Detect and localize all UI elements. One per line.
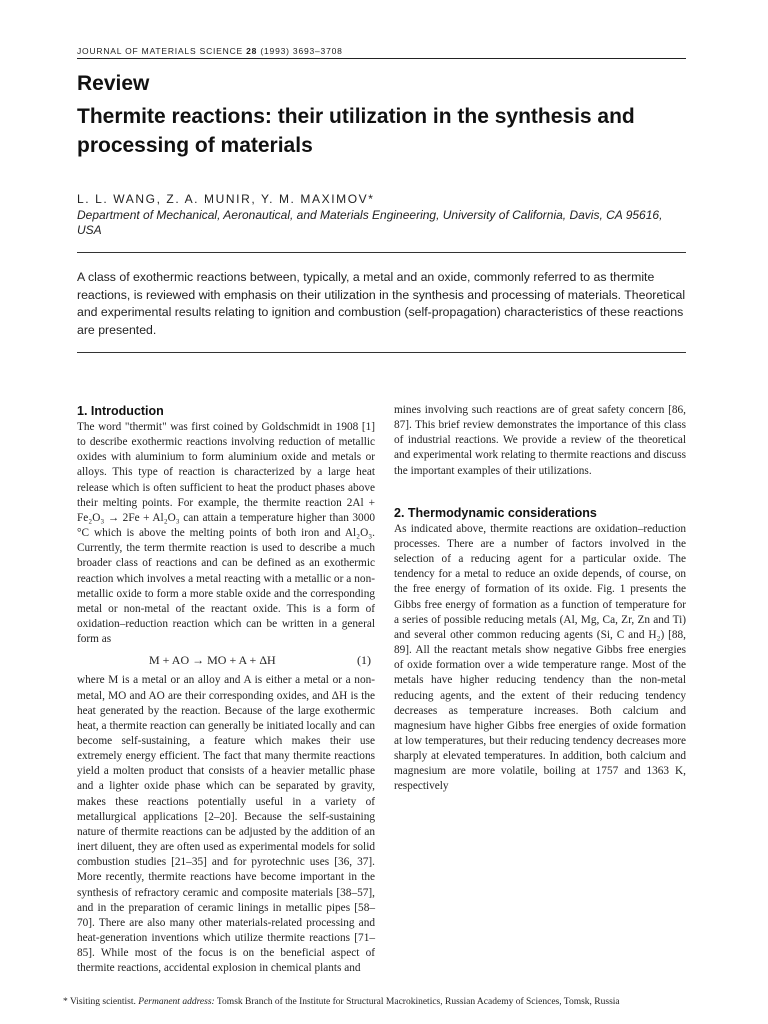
- footnote-marker: * Visiting scientist.: [63, 997, 136, 1007]
- footnote: [63, 995, 688, 1009]
- equation-number: (1): [357, 653, 371, 668]
- section-heading-introduction: 1. Introduction: [77, 404, 164, 418]
- left-column: [77, 403, 375, 976]
- journal-volume: 28: [246, 46, 258, 56]
- intro-paragraph-2: where M is a metal or an alloy and A is either a metal or a non-metal, MO and AO are their corresponding oxides, and ΔH is the heat generated by the reaction. Because of the large exothermic heat, a thermite reaction can generally be initiated locally and can become self-sustaining, a feature which makes their use extremely energy efficient. The fact that many thermite reactions yield a molten product that consists of a heavier metallic phase and a lighter oxide phase which can be separated by gravity, makes these reactions potentially useful in a variety of metallurgical applications [2–20]. Because the self-sustaining nature of thermite reactions can be adjusted by the addition of an inert diluent, they are often used as experimental models for solid combustion studies [21–35] and for pyrotechnic uses [36, 37]. More recently, thermite reactions have become important in the synthesis of refractory ceramic and composite materials [38–57], and in the preparation of ceramic linings in metallic pipes [58–70]. There are also many other materials-related processing and heat-generation inventions which utilize thermite reactions [71–85]. While most of the focus is on the beneficial aspect of thermite reactions, accidental explosion in chemical plants and: [77, 674, 375, 975]
- running-head: [77, 46, 686, 59]
- abstract-bottom-rule: [77, 352, 686, 353]
- authors: L. L. WANG, Z. A. MUNIR, Y. M. MAXIMOV*: [77, 192, 375, 206]
- abstract-top-rule: [77, 252, 686, 253]
- intro-paragraph-1: The word "thermit" was first coined by Goldschmidt in 1908 [1] to describe exothermic reactions involving reduction of metallic oxides with aluminium to form aluminium oxide and metals or alloys. This type of reaction is characterized by a large heat release which is often sufficient to heat the product phases above their melting points. For example, the thermite reaction 2Al + Fe₂O₃ → 2Fe + Al₂O₃ can attain a temperature higher than 3000 °C which is above the melting points of both iron and Al₂O₃. Currently, the term thermite reaction is used to describe a much broader class of reactions and can be defined as an exothermic reaction which involves a metal reacting with a metallic or a non-metallic oxide to form a more stable oxide and the corresponding metal or non-metal of the reactant oxide. This is a form of oxidation–reduction reaction which can be written in a general form as: [77, 421, 375, 646]
- footnote-label: Permanent address:: [138, 997, 215, 1007]
- right-column-continuation: mines involving such reactions are of great safety concern [86, 87]. This brief review demonstrates the importance of this class of industrial reactions. We provide a review of the theoretical and experimental work relating to thermite reactions and discuss the important examples of their utilizations.: [394, 404, 686, 477]
- right-column: [394, 403, 686, 795]
- article-type: Review: [77, 72, 150, 95]
- thermo-paragraph-1: As indicated above, thermite reactions are oxidation–reduction processes. There are a number of factors involved in the selection of a reducing agent for a particular oxide. The tendency for a metal to reduce an oxide depends, of course, on the free energy of formation of its oxide. Fig. 1 presents the Gibbs free energy of formation as a function of temperature for a series of possible reducing metals (Al, Mg, Ca, Zr, Zn and Ti) and several other common reducing agents (Si, C and H₂) [88, 89]. All the reactant metals show negative Gibbs free energies of oxide formation over a wide temperature range. Most of the metals have higher reducing tendency than the non-metal reducing agents, and the extent of their reducing tendency decreases as temperature increases. Both calcium and magnesium have higher Gibbs free energies of oxide formation at low temperatures, but their reducing tendency decreases more sharply at elevated temperatures. In addition, both calcium and magnesium are more volatile, boiling at 1757 and 1363 K, respectively: [394, 522, 686, 793]
- affiliation: Department of Mechanical, Aeronautical, and Materials Engineering, University of California, Davis, CA 95616, USA: [77, 208, 663, 237]
- equation-1: [77, 647, 375, 673]
- equation-body: M + AO → MO + A + ΔH: [149, 653, 276, 668]
- article-title: Thermite reactions: their utilization in the synthesis and processing of materials: [77, 105, 635, 157]
- footnote-text: Tomsk Branch of the Institute for Structural Macrokinetics, Russian Academy of Sciences, Tomsk, Russia: [216, 997, 620, 1007]
- abstract: A class of exothermic reactions between, typically, a metal and an oxide, commonly referred to as thermite reactions, is reviewed with emphasis on their utilization in the synthesis and processing of materials. Theoretical and experimental results relating to ignition and combustion (self-propagation) characteristics of these reactions are presented.: [77, 270, 686, 337]
- journal-year-pages: (1993) 3693–3708: [260, 46, 343, 56]
- journal-name: JOURNAL OF MATERIALS SCIENCE: [77, 46, 243, 56]
- section-heading-thermodynamic: 2. Thermodynamic considerations: [394, 505, 597, 520]
